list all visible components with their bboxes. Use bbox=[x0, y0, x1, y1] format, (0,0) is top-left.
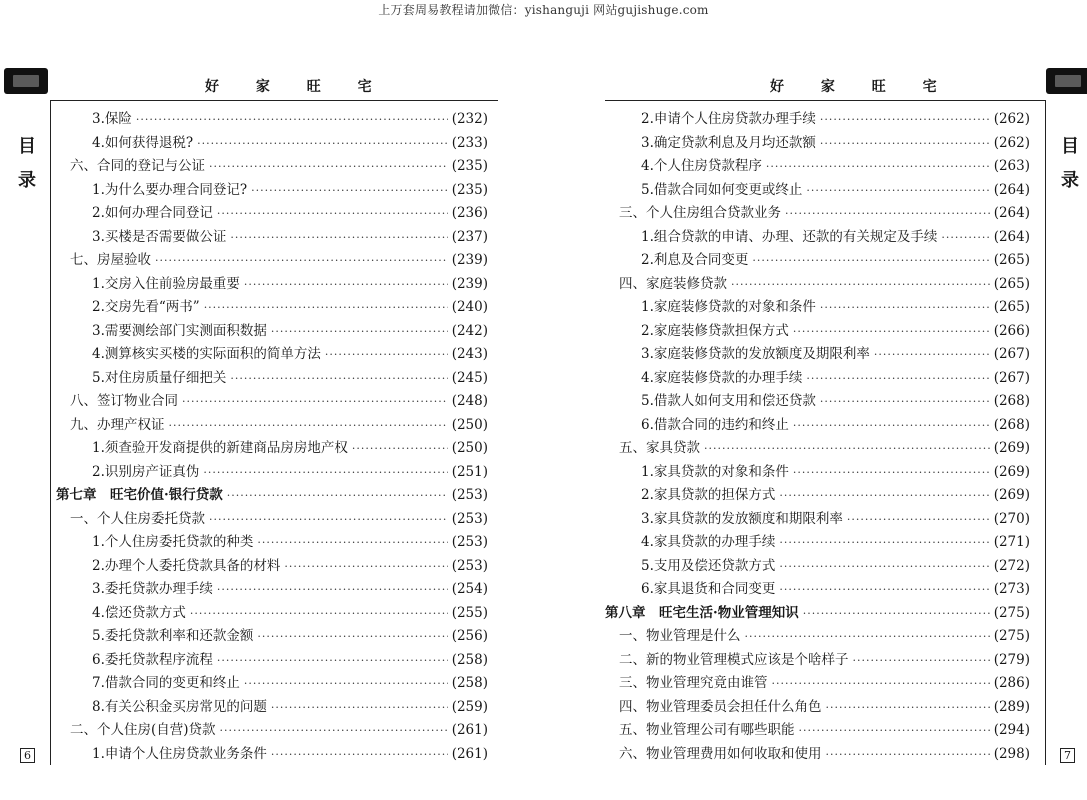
toc-entry-page: (251) bbox=[451, 463, 488, 480]
toc-entry bbox=[56, 179, 488, 203]
toc-entry-page: (237) bbox=[451, 228, 488, 245]
toc-entry bbox=[56, 155, 488, 179]
sidebar-label bbox=[15, 130, 39, 198]
dot-leader bbox=[197, 132, 448, 156]
toc-entry-page: (250) bbox=[451, 416, 488, 433]
dot-leader bbox=[209, 155, 448, 179]
toc-entry-page: (264) bbox=[993, 205, 1030, 221]
dot-leader bbox=[244, 672, 448, 696]
dot-leader bbox=[204, 296, 448, 320]
toc-entry-label: 二、新的物业管理模式应该是个啥样子 bbox=[619, 651, 849, 668]
toc-entry-page: (248) bbox=[451, 393, 488, 409]
dot-leader bbox=[217, 202, 448, 226]
toc-entry bbox=[605, 649, 1030, 673]
toc-entry-page: (255) bbox=[451, 604, 488, 621]
toc-entry-page: (262) bbox=[993, 134, 1030, 151]
toc-entry-label: 2.如何办理合同登记 bbox=[92, 205, 213, 221]
toc-entry-page: (273) bbox=[993, 581, 1030, 597]
toc-entry-label: 1.组合贷款的申请、办理、还款的有关规定及手续 bbox=[641, 228, 938, 245]
toc-entry-label: 4.个人住房贷款程序 bbox=[641, 158, 762, 174]
dot-leader bbox=[182, 390, 448, 414]
dot-leader bbox=[779, 484, 989, 508]
dot-leader bbox=[766, 155, 990, 179]
toc-entry-label: 2.交房先看“两书” bbox=[92, 299, 200, 315]
toc-entry-label: 4.如何获得退税? bbox=[92, 134, 194, 151]
toc-entry-page: (263) bbox=[993, 158, 1030, 174]
toc-entry bbox=[56, 602, 488, 626]
toc-entry bbox=[56, 108, 488, 132]
toc-entry bbox=[56, 461, 488, 485]
dot-leader bbox=[847, 508, 990, 532]
toc-entry-label: 第八章 旺宅生活·物业管理知识 bbox=[605, 604, 799, 621]
toc-entry-label: 4.家具贷款的办理手续 bbox=[641, 534, 776, 550]
sidebar-char: 录 bbox=[18, 170, 36, 191]
toc-entry-page: (265) bbox=[993, 299, 1030, 315]
dot-leader bbox=[203, 461, 447, 485]
toc-entry bbox=[605, 719, 1030, 743]
toc-entry-label: 7.借款合同的变更和终止 bbox=[92, 675, 240, 691]
watermark-text: 上万套周易教程请加微信：yishanguji 网站gujishuge.com bbox=[378, 3, 709, 17]
toc-entry-label: 六、物业管理费用如何收取和使用 bbox=[619, 745, 822, 762]
toc-entry-page: (236) bbox=[451, 205, 488, 221]
toc-entry-label: 5.借款人如何支用和偿还贷款 bbox=[641, 393, 816, 409]
chapter-tab-icon bbox=[1046, 68, 1087, 94]
dot-leader bbox=[874, 343, 990, 367]
toc-entry-label: 4.家庭装修贷款的办理手续 bbox=[641, 369, 803, 386]
dot-leader bbox=[826, 743, 990, 767]
toc-entry bbox=[605, 437, 1030, 461]
toc-list bbox=[605, 108, 1030, 766]
dot-leader bbox=[155, 249, 448, 273]
toc-entry-label: 5.借款合同如何变更或终止 bbox=[641, 181, 803, 198]
toc-entry-page: (256) bbox=[451, 628, 488, 644]
toc-entry bbox=[605, 273, 1030, 297]
dot-leader bbox=[772, 672, 990, 696]
dot-leader bbox=[230, 367, 447, 391]
toc-entry-page: (239) bbox=[451, 275, 488, 292]
dot-leader bbox=[271, 696, 448, 720]
toc-entry-label: 2.利息及合同变更 bbox=[641, 252, 749, 268]
page-number: 7 bbox=[1060, 748, 1075, 763]
page-number: 6 bbox=[20, 748, 35, 763]
toc-entry-page: (250) bbox=[451, 440, 488, 456]
toc-entry bbox=[605, 578, 1030, 602]
dot-leader bbox=[251, 179, 448, 203]
toc-entry bbox=[605, 179, 1030, 203]
toc-entry-page: (253) bbox=[451, 510, 488, 527]
dot-leader bbox=[785, 202, 990, 226]
dot-leader bbox=[752, 249, 989, 273]
toc-entry-page: (275) bbox=[993, 604, 1030, 621]
dot-leader bbox=[779, 555, 989, 579]
toc-entry-page: (275) bbox=[993, 628, 1030, 644]
toc-entry-label: 八、签订物业合同 bbox=[70, 393, 178, 409]
dot-leader bbox=[793, 320, 990, 344]
toc-entry-label: 1.申请个人住房贷款业务条件 bbox=[92, 745, 267, 762]
toc-entry bbox=[605, 696, 1030, 720]
toc-entry-page: (272) bbox=[993, 557, 1030, 574]
toc-entry-label: 1.须查验开发商提供的新建商品房房地产权 bbox=[92, 440, 348, 456]
dot-leader bbox=[169, 414, 448, 438]
toc-entry bbox=[56, 343, 488, 367]
toc-entry-page: (286) bbox=[993, 675, 1030, 691]
toc-entry-label: 2.识别房产证真伪 bbox=[92, 463, 200, 480]
dot-leader bbox=[136, 108, 448, 132]
left-page bbox=[0, 62, 500, 782]
toc-entry bbox=[56, 649, 488, 673]
header-rule bbox=[50, 100, 498, 101]
toc-entry-label: 三、个人住房组合贷款业务 bbox=[619, 205, 781, 221]
toc-entry bbox=[56, 132, 488, 156]
toc-entry-page: (233) bbox=[451, 134, 488, 151]
toc-entry-page: (279) bbox=[993, 651, 1030, 668]
dot-leader bbox=[803, 602, 990, 626]
dot-leader bbox=[209, 508, 448, 532]
toc-entry-label: 5.支用及偿还贷款方式 bbox=[641, 557, 776, 574]
running-header: 好 家 旺 宅 bbox=[770, 79, 953, 95]
toc-entry-label: 3.需要测绘部门实测面积数据 bbox=[92, 322, 267, 339]
toc-entry-page: (267) bbox=[993, 346, 1030, 362]
dot-leader bbox=[352, 437, 448, 461]
toc-entry bbox=[605, 484, 1030, 508]
toc-entry-label: 1.个人住房委托贷款的种类 bbox=[92, 534, 254, 550]
toc-entry-label: 3.买楼是否需要做公证 bbox=[92, 228, 227, 245]
toc-entry-page: (258) bbox=[451, 651, 488, 668]
toc-entry-label: 2.办理个人委托贷款具备的材料 bbox=[92, 557, 281, 574]
toc-entry bbox=[56, 555, 488, 579]
dot-leader bbox=[793, 414, 990, 438]
toc-entry bbox=[56, 202, 488, 226]
toc-entry-label: 3.委托贷款办理手续 bbox=[92, 581, 213, 597]
toc-entry bbox=[56, 296, 488, 320]
toc-entry-label: 二、个人住房(自营)贷款 bbox=[70, 722, 216, 738]
dot-leader bbox=[271, 743, 448, 767]
toc-entry-label: 1.家庭装修贷款的对象和条件 bbox=[641, 299, 816, 315]
toc-entry-label: 第七章 旺宅价值·银行贷款 bbox=[56, 487, 223, 503]
toc-entry bbox=[605, 249, 1030, 273]
toc-entry-label: 4.测算核实买楼的实际面积的简单方法 bbox=[92, 346, 321, 362]
toc-entry-page: (235) bbox=[451, 158, 488, 174]
toc-entry bbox=[56, 672, 488, 696]
toc-entry-page: (259) bbox=[451, 698, 488, 715]
header-rule bbox=[605, 100, 1045, 101]
toc-entry-page: (253) bbox=[451, 487, 488, 503]
toc-entry bbox=[56, 249, 488, 273]
toc-entry bbox=[605, 390, 1030, 414]
dot-leader bbox=[217, 649, 448, 673]
dot-leader bbox=[220, 719, 448, 743]
dot-leader bbox=[704, 437, 990, 461]
toc-entry-page: (261) bbox=[451, 722, 488, 738]
toc-entry-label: 3.保险 bbox=[92, 111, 132, 127]
toc-entry-page: (294) bbox=[993, 722, 1030, 738]
toc-entry-label: 2.家庭装修贷款担保方式 bbox=[641, 322, 789, 339]
toc-entry-label: 2.申请个人住房贷款办理手续 bbox=[641, 111, 816, 127]
dot-leader bbox=[826, 696, 990, 720]
toc-entry-label: 1.为什么要办理合同登记? bbox=[92, 181, 248, 198]
toc-entry bbox=[56, 531, 488, 555]
toc-entry-page: (264) bbox=[993, 181, 1030, 198]
toc-entry bbox=[56, 743, 488, 767]
margin-rule bbox=[50, 100, 51, 765]
toc-entry-label: 2.家具贷款的担保方式 bbox=[641, 487, 776, 503]
dot-leader bbox=[731, 273, 990, 297]
dot-leader bbox=[806, 179, 989, 203]
toc-entry bbox=[605, 531, 1030, 555]
dot-leader bbox=[257, 625, 447, 649]
toc-entry-page: (245) bbox=[451, 369, 488, 386]
dot-leader bbox=[779, 578, 989, 602]
toc-entry-label: 四、家庭装修贷款 bbox=[619, 275, 727, 292]
dot-leader bbox=[820, 390, 990, 414]
dot-leader bbox=[820, 296, 990, 320]
toc-entry-page: (253) bbox=[451, 534, 488, 550]
sidebar-char: 目 bbox=[1061, 136, 1079, 157]
toc-entry bbox=[56, 719, 488, 743]
running-header: 好 家 旺 宅 bbox=[205, 79, 388, 95]
dot-leader bbox=[941, 226, 989, 250]
toc-entry bbox=[605, 555, 1030, 579]
toc-entry bbox=[56, 273, 488, 297]
toc-entry-label: 8.有关公积金买房常见的问题 bbox=[92, 698, 267, 715]
dot-leader bbox=[820, 108, 990, 132]
toc-entry-page: (240) bbox=[451, 299, 488, 315]
toc-entry-page: (258) bbox=[451, 675, 488, 691]
toc-entry bbox=[605, 602, 1030, 626]
dot-leader bbox=[227, 484, 448, 508]
toc-entry-page: (265) bbox=[993, 252, 1030, 268]
toc-entry-label: 5.对住房质量仔细把关 bbox=[92, 369, 227, 386]
toc-entry-label: 6.家具退货和合同变更 bbox=[641, 581, 776, 597]
toc-entry-page: (261) bbox=[451, 745, 488, 762]
toc-entry-page: (265) bbox=[993, 275, 1030, 292]
toc-entry bbox=[56, 414, 488, 438]
toc-entry-page: (235) bbox=[451, 181, 488, 198]
toc-entry-label: 三、物业管理究竟由谁管 bbox=[619, 675, 768, 691]
toc-entry-page: (262) bbox=[993, 111, 1030, 127]
toc-entry-label: 九、办理产权证 bbox=[70, 416, 165, 433]
toc-entry bbox=[605, 367, 1030, 391]
toc-entry-label: 七、房屋验收 bbox=[70, 252, 151, 268]
toc-entry-page: (266) bbox=[993, 322, 1030, 339]
toc-entry-label: 六、合同的登记与公证 bbox=[70, 158, 205, 174]
dot-leader bbox=[244, 273, 448, 297]
margin-rule bbox=[1045, 100, 1046, 765]
toc-entry-label: 五、家具贷款 bbox=[619, 440, 700, 456]
toc-entry bbox=[56, 625, 488, 649]
toc-entry bbox=[605, 343, 1030, 367]
toc-entry-label: 3.家庭装修贷款的发放额度及期限利率 bbox=[641, 346, 870, 362]
toc-entry-label: 五、物业管理公司有哪些职能 bbox=[619, 722, 795, 738]
dot-leader bbox=[745, 625, 990, 649]
dot-leader bbox=[257, 531, 447, 555]
toc-entry bbox=[56, 696, 488, 720]
toc-list bbox=[56, 108, 488, 766]
toc-entry-label: 3.家具贷款的发放额度和期限利率 bbox=[641, 510, 843, 527]
toc-entry-label: 6.借款合同的违约和终止 bbox=[641, 416, 789, 433]
toc-entry-page: (243) bbox=[451, 346, 488, 362]
dot-leader bbox=[284, 555, 447, 579]
toc-entry-label: 一、物业管理是什么 bbox=[619, 628, 741, 644]
toc-entry bbox=[605, 226, 1030, 250]
toc-entry-label: 3.确定贷款利息及月均还款额 bbox=[641, 134, 816, 151]
toc-entry-page: (232) bbox=[451, 111, 488, 127]
toc-entry-label: 5.委托贷款利率和还款金额 bbox=[92, 628, 254, 644]
toc-entry-label: 1.家具贷款的对象和条件 bbox=[641, 463, 789, 480]
toc-entry-page: (271) bbox=[993, 534, 1030, 550]
toc-entry-page: (239) bbox=[451, 252, 488, 268]
toc-entry-page: (289) bbox=[993, 698, 1030, 715]
sidebar-char: 目 bbox=[18, 136, 36, 157]
toc-entry bbox=[605, 108, 1030, 132]
toc-entry bbox=[56, 367, 488, 391]
sidebar-char: 录 bbox=[1061, 170, 1079, 191]
toc-entry bbox=[605, 508, 1030, 532]
toc-entry bbox=[605, 155, 1030, 179]
toc-entry-page: (298) bbox=[993, 745, 1030, 762]
toc-entry bbox=[56, 437, 488, 461]
dot-leader bbox=[806, 367, 989, 391]
dot-leader bbox=[325, 343, 448, 367]
toc-entry bbox=[56, 226, 488, 250]
toc-entry bbox=[605, 296, 1030, 320]
toc-entry bbox=[56, 578, 488, 602]
toc-entry-label: 6.委托贷款程序流程 bbox=[92, 651, 213, 668]
toc-entry-label: 一、个人住房委托贷款 bbox=[70, 510, 205, 527]
toc-entry bbox=[56, 320, 488, 344]
dot-leader bbox=[799, 719, 990, 743]
toc-entry bbox=[56, 508, 488, 532]
toc-entry bbox=[605, 414, 1030, 438]
toc-entry bbox=[605, 132, 1030, 156]
toc-entry-page: (264) bbox=[993, 228, 1030, 245]
toc-entry-page: (253) bbox=[451, 557, 488, 574]
chapter-tab-icon bbox=[4, 68, 48, 94]
toc-entry bbox=[605, 202, 1030, 226]
dot-leader bbox=[230, 226, 447, 250]
toc-entry bbox=[56, 484, 488, 508]
toc-entry-page: (269) bbox=[993, 487, 1030, 503]
dot-leader bbox=[271, 320, 448, 344]
toc-entry-label: 四、物业管理委员会担任什么角色 bbox=[619, 698, 822, 715]
dot-leader bbox=[820, 132, 990, 156]
toc-entry-page: (269) bbox=[993, 440, 1030, 456]
dot-leader bbox=[217, 578, 448, 602]
dot-leader bbox=[793, 461, 990, 485]
toc-entry-page: (242) bbox=[451, 322, 488, 339]
toc-entry-page: (268) bbox=[993, 393, 1030, 409]
toc-entry bbox=[605, 672, 1030, 696]
dot-leader bbox=[190, 602, 448, 626]
toc-entry bbox=[605, 625, 1030, 649]
toc-entry bbox=[605, 461, 1030, 485]
right-page bbox=[605, 62, 1087, 782]
toc-entry-page: (254) bbox=[451, 581, 488, 597]
toc-entry-label: 4.偿还贷款方式 bbox=[92, 604, 186, 621]
toc-entry bbox=[605, 320, 1030, 344]
toc-entry-page: (267) bbox=[993, 369, 1030, 386]
toc-entry-page: (268) bbox=[993, 416, 1030, 433]
dot-leader bbox=[779, 531, 989, 555]
toc-entry-page: (269) bbox=[993, 463, 1030, 480]
sidebar-label bbox=[1058, 130, 1082, 198]
dot-leader bbox=[853, 649, 990, 673]
toc-entry-page: (270) bbox=[993, 510, 1030, 527]
toc-entry-label: 1.交房入住前验房最重要 bbox=[92, 275, 240, 292]
toc-entry bbox=[605, 743, 1030, 767]
toc-entry bbox=[56, 390, 488, 414]
